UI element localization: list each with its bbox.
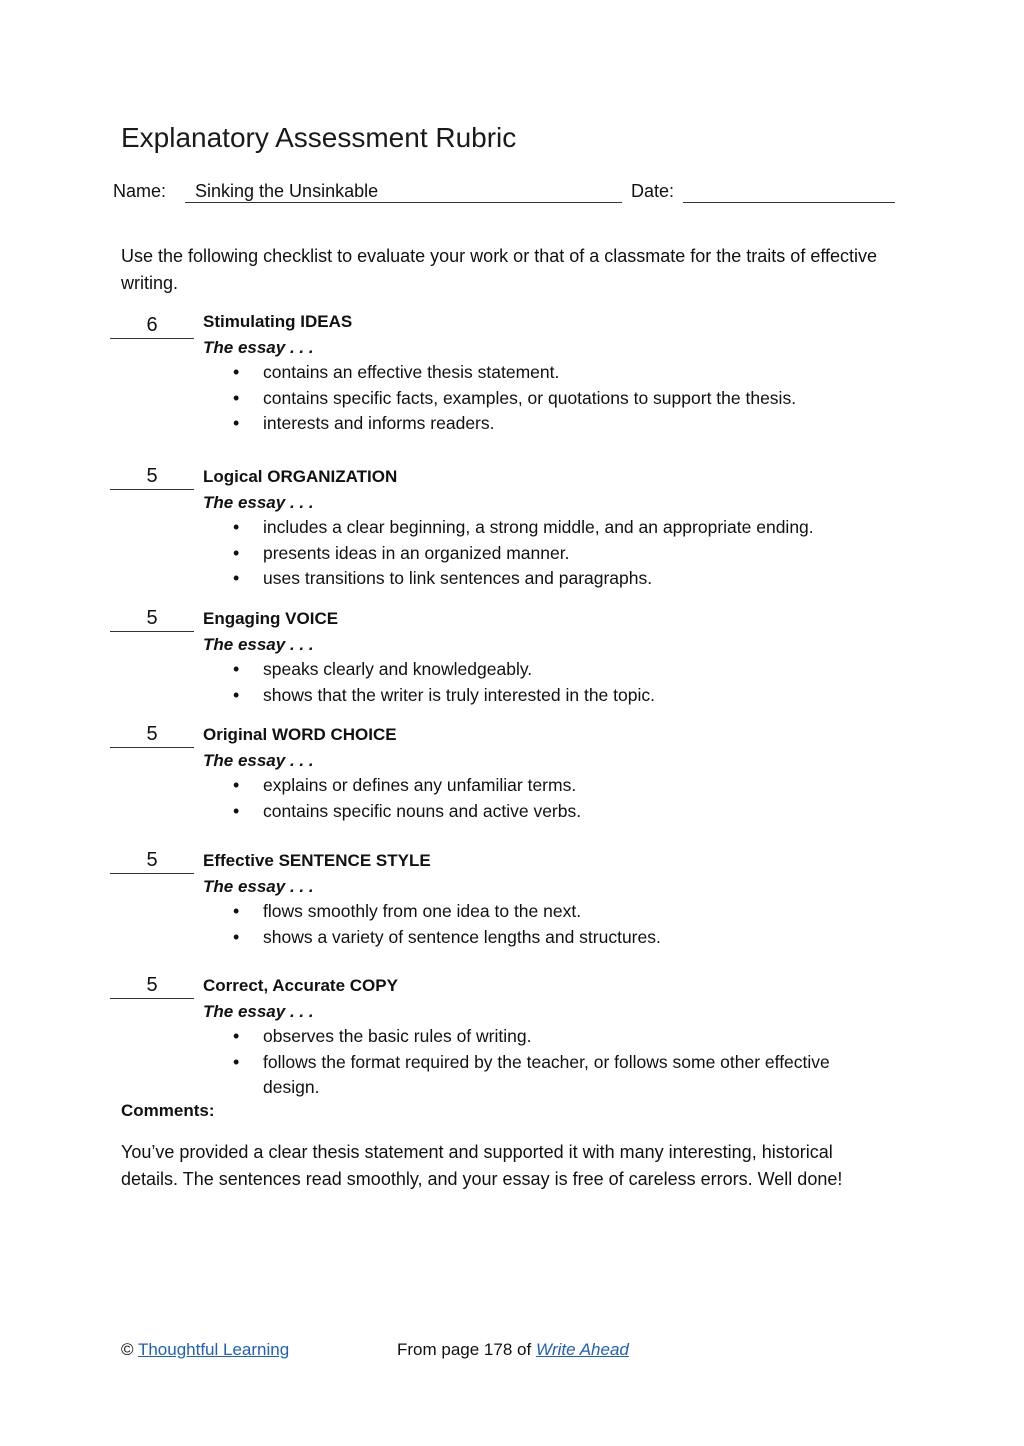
criteria-item: • explains or defines any unfamiliar terms. (233, 773, 893, 799)
criteria-item: • presents ideas in an organized manner. (233, 541, 893, 567)
section-title: Stimulating IDEAS (203, 312, 353, 331)
criteria-item: • contains specific nouns and active verbs. (233, 799, 893, 825)
name-label: Name: (113, 181, 167, 201)
section-title: Effective SENTENCE STYLE (203, 851, 431, 870)
section-lead: The essay . . . (203, 635, 314, 654)
section-lead: The essay . . . (203, 877, 314, 896)
comments-label: Comments: (121, 1101, 215, 1120)
section-title: Correct, Accurate COPY (203, 976, 398, 995)
criteria-item: • flows smoothly from one idea to the next. (233, 899, 893, 925)
criteria-list (233, 657, 893, 708)
date-field[interactable] (683, 181, 895, 203)
footer-source (397, 1340, 629, 1360)
section-title: Logical ORGANIZATION (203, 467, 398, 486)
criteria-item: • shows that the writer is truly interested in the topic. (233, 683, 893, 709)
section-lead: The essay . . . (203, 338, 314, 357)
copyright-symbol: © (121, 1340, 134, 1359)
score-field[interactable]: 5 (110, 974, 194, 999)
score-field[interactable]: 5 (110, 607, 194, 632)
name-field[interactable]: Sinking the Unsinkable (185, 181, 622, 203)
criteria-item: • interests and informs readers. (233, 411, 893, 437)
criteria-item: • uses transitions to link sentences and paragraphs. (233, 566, 893, 592)
score-field[interactable]: 6 (110, 314, 194, 339)
page-title: Explanatory Assessment Rubric (121, 122, 517, 153)
criteria-list (233, 360, 893, 437)
date-label: Date: (631, 181, 675, 201)
criteria-list (233, 773, 893, 824)
criteria-item: • includes a clear beginning, a strong middle, and an appropriate ending. (233, 515, 893, 541)
section-title: Engaging VOICE (203, 609, 339, 628)
criteria-list (233, 899, 893, 950)
criteria-item: • observes the basic rules of writing. (233, 1024, 883, 1050)
criteria-item: • contains an effective thesis statement. (233, 360, 893, 386)
criteria-list (233, 515, 893, 592)
section-title: Original WORD CHOICE (203, 725, 397, 744)
source-prefix: From page 178 of (397, 1340, 532, 1359)
criteria-item: • contains specific facts, examples, or quotations to support the thesis. (233, 386, 893, 412)
section-lead: The essay . . . (203, 493, 314, 512)
criteria-list (233, 1024, 883, 1101)
criteria-item: • shows a variety of sentence lengths and structures. (233, 925, 893, 951)
intro-text: Use the following checklist to evaluate your work or that of a classmate for the traits of effective writing. (121, 246, 878, 293)
criteria-item: • speaks clearly and knowledgeably. (233, 657, 893, 683)
section-lead: The essay . . . (203, 751, 314, 770)
footer-copyright (121, 1340, 289, 1360)
score-field[interactable]: 5 (110, 723, 194, 748)
comments-text: You’ve provided a clear thesis statement and supported it with many interesting, historical details. The sentences read smoothly, and your essay is free of careless errors. Well done! (121, 1142, 843, 1189)
criteria-item: • follows the format required by the teacher, or follows some other effective design. (233, 1050, 883, 1101)
book-link[interactable]: Write Ahead (535, 1340, 629, 1359)
score-field[interactable]: 5 (110, 465, 194, 490)
section-lead: The essay . . . (203, 1002, 314, 1021)
score-field[interactable]: 5 (110, 849, 194, 874)
publisher-link[interactable]: Thoughtful Learning (137, 1340, 290, 1359)
